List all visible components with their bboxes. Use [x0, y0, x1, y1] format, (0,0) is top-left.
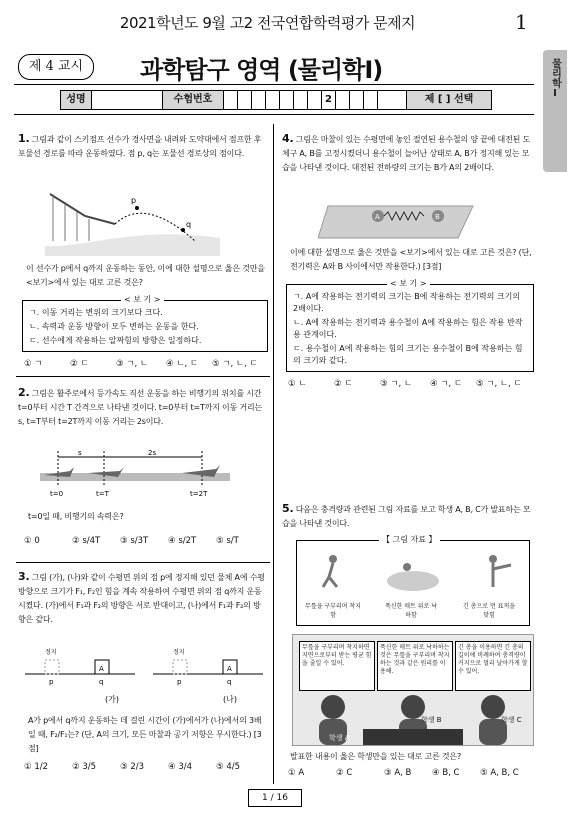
q2-option-2[interactable]: ② s/4T — [72, 536, 101, 546]
bogi-title: < 보 기 > — [121, 294, 164, 305]
q5-illustrations — [315, 553, 515, 597]
question-5-text: 다음은 충격량과 관련된 그림 자료를 보고 학생 A, B, C가 발표하는 모습을 나타낸 것이다. — [282, 505, 531, 528]
bogi-title: < 보 기 > — [387, 278, 430, 289]
q4-item-2: ㄴ. A에 작용하는 전기력과 용수철이 A에 작용하는 힘은 작용 반작용 관계이다. — [293, 318, 523, 339]
student-c-label: 학생 C — [501, 716, 522, 724]
question-5-stem — [282, 502, 534, 531]
q5-figure-box — [296, 535, 530, 626]
label-t2T: t=2T — [190, 490, 208, 498]
page-number: 1 — [515, 10, 528, 34]
q4-option-3[interactable]: ③ ㄱ, ㄴ — [380, 379, 413, 389]
footer-sep: / — [270, 793, 274, 803]
question-4-prompt: 이에 대한 설명으로 옳은 것만을 <보기>에서 있는 대로 고른 것은? (단, 전기력은 A와 B 사이에서만 작용한다.) [3점] — [290, 248, 532, 271]
label-t0: t=0 — [50, 490, 64, 498]
block-a-ga: A — [99, 665, 104, 673]
exam-no-box[interactable] — [336, 91, 350, 109]
question-4-text: 그림은 마찰이 있는 수평면에 놓인 절연된 용수철의 양 끝에 대전된 도체구 A, B를 고정시켰더니 용수철이 늘어난 상태로 A, B가 정지해 있는 모습을 나타낸 것이다. 대전된 전하량의 크기는 B가 A의 2배이다. — [282, 135, 530, 172]
name-label: 성명 — [61, 91, 92, 109]
question-2-text: 그림은 활주로에서 등가속도 직선 운동을 하는 비행기의 위치를 시간 t=0부터 시간 T 간격으로 나타낸 것이다. t=0부터 t=T까지 이동 거리는 s, t=T부터 t=2T까지 이동 거리는 2s이다. — [18, 389, 263, 426]
question-3-text: 그림 (가), (나)와 같이 수평면 위의 점 p에 정지해 있던 물체 A에 수평 방향으로 크기가 F₁, F₂인 힘을 계속 작용하여 수평면 위의 점 q까지 운동시켰다. (가)에서 F₁과 F₂의 방향은 서로 반대이고, (나)에서 F₁과 F₂의 방향은 같다. — [18, 573, 265, 624]
label-rest-ga: 정지 — [45, 649, 57, 656]
label-q-na: q — [227, 678, 232, 686]
q4-option-2[interactable]: ② ㄷ — [334, 379, 353, 389]
q5-option-5[interactable]: ⑤ A, B, C — [480, 768, 519, 778]
exam-no-box[interactable] — [252, 91, 266, 109]
info-bar — [60, 90, 492, 110]
caption-1: 무릎을 구부리며 착지함 — [305, 603, 361, 619]
label-p: p — [131, 196, 137, 205]
caption-2: 푹신한 매트 위로 낙하함 — [384, 603, 438, 619]
question-4-bogi-box — [286, 279, 534, 372]
ski-jump-figure — [45, 186, 225, 256]
q5-option-2[interactable]: ② C — [336, 768, 353, 778]
exam-no-box[interactable] — [238, 91, 252, 109]
q1-option-3[interactable]: ③ ㄱ, ㄴ — [116, 359, 149, 369]
period-badge: 제 4 교시 — [18, 54, 94, 80]
label-q-ga: q — [99, 678, 104, 686]
q1-option-1[interactable]: ① ㄱ — [24, 359, 43, 369]
q5-scene — [292, 634, 534, 746]
caption-3: 긴 총으로 먼 표적을 맞힘 — [462, 603, 516, 619]
q2-divider — [16, 562, 270, 563]
q4-item-3: ㄷ. 용수철이 A에 작용하는 힘의 크기는 용수철이 B에 작용하는 힘의 크기와 같다. — [293, 344, 523, 365]
question-2-number: 2. — [18, 386, 30, 399]
side-tab-label: 물리학Ⅰ — [549, 58, 561, 99]
q1-option-4[interactable]: ④ ㄴ, ㄷ — [166, 359, 199, 369]
q1-item-2: ㄴ. 속력과 운동 방향이 모두 변하는 운동을 한다. — [29, 322, 199, 331]
label-p-na: p — [177, 678, 182, 686]
spring-figure — [318, 198, 478, 244]
page-footer — [248, 789, 302, 807]
subject-title: 과학탐구 영역 (물리학Ⅰ) — [140, 56, 383, 84]
student-a-label: 학생 A — [329, 734, 350, 742]
question-1-bogi-box — [22, 295, 268, 352]
question-1-number: 1. — [18, 132, 30, 145]
label-s: s — [78, 449, 82, 457]
q2-option-5[interactable]: ⑤ s/T — [216, 536, 239, 546]
speech-b: 푹신한 매트 위로 낙하하는 것은 무릎을 구부리며 착지하는 것과 같은 원리를 이용해. — [377, 641, 453, 691]
question-3-stem — [18, 570, 266, 627]
exam-no-dash — [308, 91, 322, 109]
column-divider — [273, 124, 274, 784]
question-1-text: 그림과 같이 스키점프 선수가 경사면을 내려와 도약대에서 점프한 후 포물선 경로를 따라 운동하였다. 점 p, q는 포물선 경로상의 점이다. — [18, 135, 262, 158]
name-field[interactable] — [92, 91, 163, 109]
airplane-figure — [40, 447, 235, 499]
speech-c: 긴 총을 이용하면 긴 총의 길이에 비례하여 충격량이 커지므로 멀리 날아가게 할 수 있어. — [455, 641, 531, 691]
q3-option-5[interactable]: ⑤ 4/5 — [216, 762, 241, 772]
label-2s: 2s — [148, 449, 157, 457]
question-4-stem — [282, 132, 534, 175]
question-3-number: 3. — [18, 570, 30, 583]
block-a-na: A — [227, 665, 232, 673]
q3-option-4[interactable]: ④ 3/4 — [168, 762, 193, 772]
q5-option-4[interactable]: ④ B, C — [432, 768, 460, 778]
exam-no-box[interactable] — [266, 91, 280, 109]
speech-a: 무릎을 구부리며 착지하면 지면으로부터 받는 평균 힘을 줄일 수 있어. — [299, 641, 375, 691]
q4-item-1: ㄱ. A에 작용하는 전기력의 크기는 B에 작용하는 전기력의 크기의 2배이다. — [293, 292, 521, 313]
q2-option-1[interactable]: ① 0 — [24, 536, 40, 546]
label-p-ga: p — [49, 678, 54, 686]
exam-no-box[interactable] — [280, 91, 294, 109]
header-divider — [14, 84, 534, 85]
sphere-b-label: B — [435, 213, 440, 221]
question-5-prompt: 발표한 내용이 옳은 학생만을 있는 대로 고른 것은? — [290, 752, 462, 761]
question-2-prompt: t=0일 때, 비행기의 속력은? — [28, 512, 124, 521]
q4-option-5[interactable]: ⑤ ㄱ, ㄴ, ㄷ — [476, 379, 522, 389]
label-tT: t=T — [96, 490, 109, 498]
q1-divider — [16, 376, 270, 377]
exam-no-digit: 2 — [322, 91, 336, 109]
q4-option-1[interactable]: ① ㄴ — [288, 379, 307, 389]
exam-no-label: 수험번호 — [163, 91, 224, 109]
q1-option-2[interactable]: ② ㄷ — [70, 359, 89, 369]
question-5-number: 5. — [282, 502, 294, 515]
q2-option-3[interactable]: ③ s/3T — [120, 536, 149, 546]
q5-option-1[interactable]: ① A — [288, 768, 305, 778]
sphere-a-label: A — [375, 213, 380, 221]
q3-option-3[interactable]: ③ 2/3 — [120, 762, 145, 772]
label-q: q — [186, 220, 192, 229]
label-na: (나) — [223, 695, 237, 704]
choice-label: 제 [ ] 선택 — [406, 91, 491, 109]
q3-option-1[interactable]: ① 1/2 — [24, 762, 49, 772]
label-rest-na: 정지 — [173, 649, 185, 656]
subject-side-tab — [543, 50, 567, 172]
question-4-number: 4. — [282, 132, 294, 145]
exam-title: 2021학년도 9월 고2 전국연합학력평가 문제지 — [119, 14, 416, 32]
q1-item-3: ㄷ. 선수에게 작용하는 알짜힘의 방향은 일정하다. — [29, 336, 202, 345]
exam-no-box[interactable] — [364, 91, 378, 109]
footer-total: 16 — [276, 793, 288, 803]
question-1-prompt: 이 선수가 p에서 q까지 운동하는 동안, 이에 대한 설명으로 옳은 것만을 <보기>에서 있는 대로 고른 것은? — [26, 264, 265, 287]
q5-option-3[interactable]: ③ A, B — [384, 768, 412, 778]
student-b-label: 학생 B — [421, 716, 442, 724]
info-divider — [14, 114, 534, 115]
q5-figure-title: 【 그림 자료 】 — [379, 534, 440, 545]
q2-option-4[interactable]: ④ s/2T — [168, 536, 197, 546]
label-ga: (가) — [105, 695, 119, 704]
q1-item-1: ㄱ. 이동 거리는 변위의 크기보다 크다. — [29, 308, 163, 317]
q3-option-2[interactable]: ② 3/5 — [72, 762, 97, 772]
exam-no-box[interactable] — [224, 91, 238, 109]
q4-option-4[interactable]: ④ ㄱ, ㄷ — [430, 379, 463, 389]
exam-no-box[interactable] — [350, 91, 364, 109]
force-figure — [25, 640, 265, 704]
question-3-prompt: A가 p에서 q까지 운동하는 데 걸린 시간이 (가)에서가 (나)에서의 3배일 때, F₂/F₁는? (단, A의 크기, 모든 마찰과 공기 저항은 무시한다.) [3점] — [28, 716, 262, 753]
question-1-stem — [18, 132, 266, 161]
exam-no-box[interactable] — [294, 91, 308, 109]
question-2-stem — [18, 386, 266, 429]
q1-option-5[interactable]: ⑤ ㄱ, ㄴ, ㄷ — [212, 359, 258, 369]
footer-page: 1 — [262, 793, 268, 803]
